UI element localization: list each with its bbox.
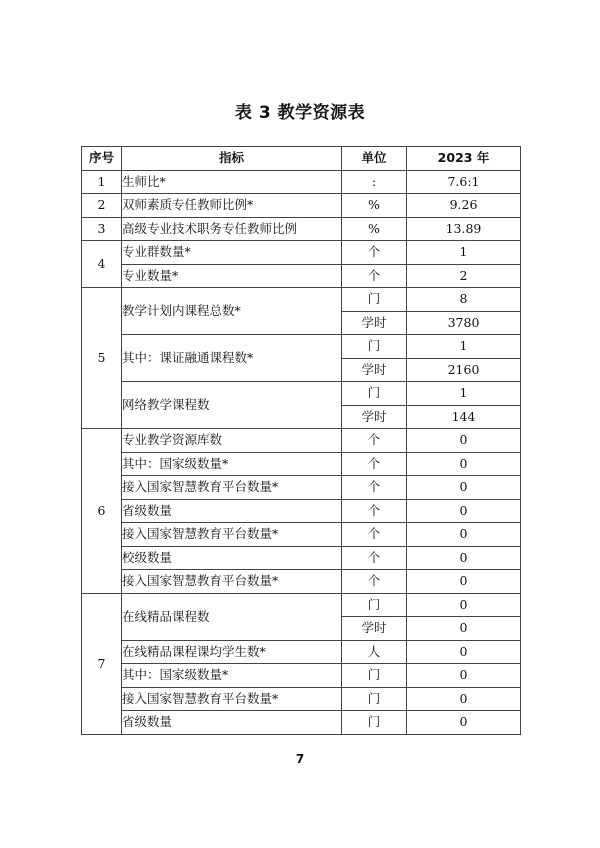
header-year: 2023 年: [407, 147, 521, 171]
seq-cell: 4: [82, 241, 122, 288]
value-cell: 0: [407, 452, 521, 476]
table-row: [82, 194, 521, 218]
indicator-cell: 省级数量: [122, 711, 342, 735]
table-row: [82, 452, 521, 476]
table-row: [82, 170, 521, 194]
value-cell: 0: [407, 523, 521, 547]
unit-cell: 门: [342, 687, 407, 711]
unit-cell: %: [342, 217, 407, 241]
unit-cell: 个: [342, 264, 407, 288]
indicator-cell: 其中：国家级数量*: [122, 452, 342, 476]
unit-cell: 学时: [342, 617, 407, 641]
table-row: [82, 335, 521, 359]
indicator-cell: 双师素质专任教师比例*: [122, 194, 342, 218]
value-cell: 2160: [407, 358, 521, 382]
unit-cell: 门: [342, 288, 407, 312]
indicator-cell: 专业群数量*: [122, 241, 342, 265]
table-row: [82, 640, 521, 664]
indicator-cell: 接入国家智慧教育平台数量*: [122, 570, 342, 594]
value-cell: 0: [407, 593, 521, 617]
header-seq: 序号: [82, 147, 122, 171]
table-row: [82, 476, 521, 500]
indicator-cell: 省级数量: [122, 499, 342, 523]
unit-cell: 个: [342, 499, 407, 523]
table-row: [82, 217, 521, 241]
value-cell: 1: [407, 382, 521, 406]
unit-cell: 个: [342, 429, 407, 453]
indicator-cell: 校级数量: [122, 546, 342, 570]
table-row: [82, 664, 521, 688]
seq-cell: 7: [82, 593, 122, 734]
unit-cell: 门: [342, 593, 407, 617]
unit-cell: %: [342, 194, 407, 218]
indicator-cell: 生师比*: [122, 170, 342, 194]
header-indicator: 指标: [122, 147, 342, 171]
value-cell: 0: [407, 570, 521, 594]
table-row: [82, 570, 521, 594]
seq-cell: 6: [82, 429, 122, 594]
unit-cell: :: [342, 170, 407, 194]
value-cell: 8: [407, 288, 521, 312]
unit-cell: 门: [342, 382, 407, 406]
table-row: [82, 288, 521, 312]
table-row: [82, 687, 521, 711]
unit-cell: 门: [342, 711, 407, 735]
table-row: [82, 241, 521, 265]
unit-cell: 个: [342, 476, 407, 500]
table-row: [82, 382, 521, 406]
table-row: [82, 546, 521, 570]
page-number: 7: [295, 752, 305, 766]
table-row: [82, 499, 521, 523]
indicator-cell: 其中：国家级数量*: [122, 664, 342, 688]
value-cell: 0: [407, 429, 521, 453]
value-cell: 2: [407, 264, 521, 288]
table-row: [82, 711, 521, 735]
value-cell: 1: [407, 335, 521, 359]
teaching-resources-table: [81, 146, 521, 735]
unit-cell: 学时: [342, 311, 407, 335]
value-cell: 1: [407, 241, 521, 265]
value-cell: 9.26: [407, 194, 521, 218]
seq-cell: 5: [82, 288, 122, 429]
indicator-cell: 高级专业技术职务专任教师比例: [122, 217, 342, 241]
indicator-cell: 网络教学课程数: [122, 382, 342, 429]
unit-cell: 门: [342, 664, 407, 688]
value-cell: 0: [407, 476, 521, 500]
header-row: [82, 147, 521, 171]
unit-cell: 个: [342, 523, 407, 547]
value-cell: 0: [407, 617, 521, 641]
value-cell: 0: [407, 640, 521, 664]
unit-cell: 个: [342, 546, 407, 570]
indicator-cell: 专业教学资源库数: [122, 429, 342, 453]
indicator-cell: 其中：课证融通课程数*: [122, 335, 342, 382]
indicator-cell: 接入国家智慧教育平台数量*: [122, 687, 342, 711]
unit-cell: 人: [342, 640, 407, 664]
value-cell: 7.6:1: [407, 170, 521, 194]
indicator-cell: 接入国家智慧教育平台数量*: [122, 523, 342, 547]
indicator-cell: 专业数量*: [122, 264, 342, 288]
unit-cell: 个: [342, 241, 407, 265]
table-title: 表 3 教学资源表: [234, 103, 366, 123]
value-cell: 0: [407, 546, 521, 570]
seq-cell: 1: [82, 170, 122, 194]
value-cell: 0: [407, 687, 521, 711]
value-cell: 13.89: [407, 217, 521, 241]
value-cell: 0: [407, 664, 521, 688]
value-cell: 0: [407, 711, 521, 735]
table-row: [82, 429, 521, 453]
table-row: [82, 593, 521, 617]
unit-cell: 学时: [342, 358, 407, 382]
value-cell: 144: [407, 405, 521, 429]
unit-cell: 门: [342, 335, 407, 359]
table-row: [82, 523, 521, 547]
indicator-cell: 接入国家智慧教育平台数量*: [122, 476, 342, 500]
indicator-cell: 在线精品课程数: [122, 593, 342, 640]
indicator-cell: 教学计划内课程总数*: [122, 288, 342, 335]
unit-cell: 个: [342, 570, 407, 594]
header-unit: 单位: [342, 147, 407, 171]
unit-cell: 学时: [342, 405, 407, 429]
indicator-cell: 在线精品课程课均学生数*: [122, 640, 342, 664]
unit-cell: 个: [342, 452, 407, 476]
value-cell: 3780: [407, 311, 521, 335]
seq-cell: 3: [82, 217, 122, 241]
table-row: [82, 264, 521, 288]
value-cell: 0: [407, 499, 521, 523]
seq-cell: 2: [82, 194, 122, 218]
